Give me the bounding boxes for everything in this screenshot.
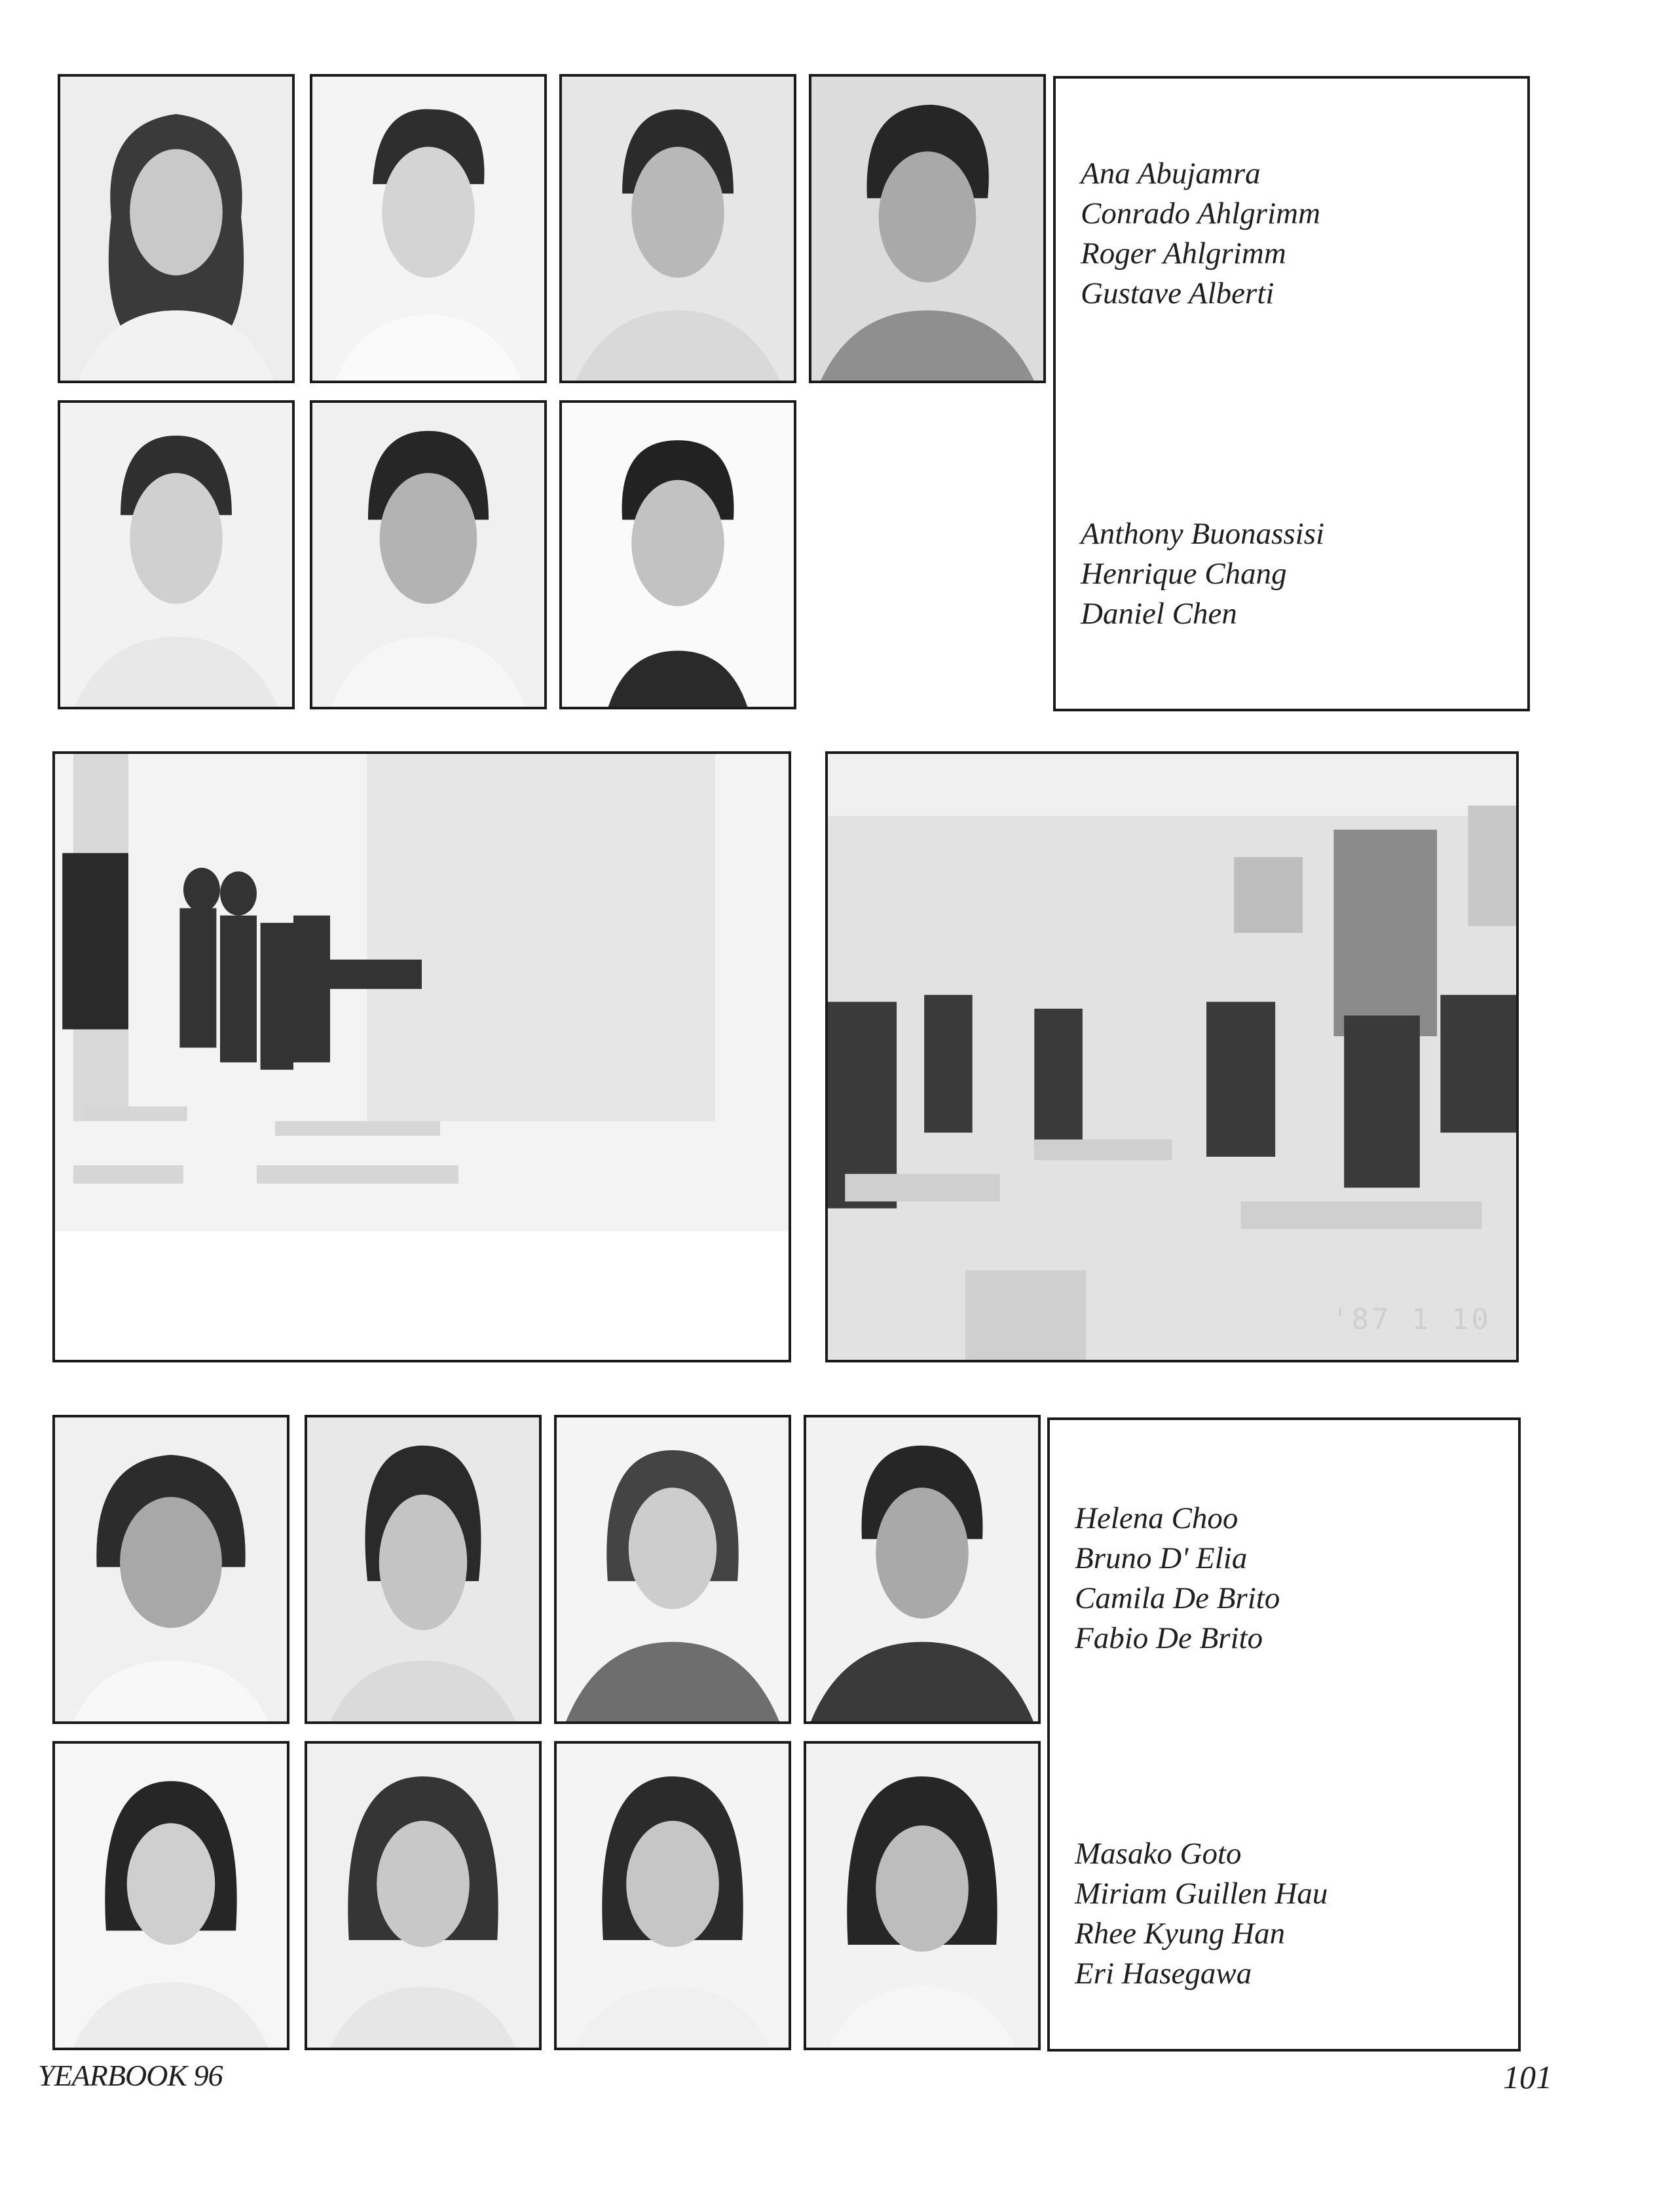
student-name: Conrado Ahlgrimm (1081, 197, 1321, 231)
student-name: Eri Hasegawa (1075, 1957, 1252, 1991)
student-name: Anthony Buonassisi (1081, 517, 1325, 551)
student-name: Daniel Chen (1081, 597, 1237, 631)
portrait-photo (559, 400, 796, 709)
portrait-photo (310, 74, 547, 383)
portrait-photo (58, 400, 295, 709)
student-name: Helena Choo (1075, 1501, 1238, 1535)
portrait-photo (305, 1415, 542, 1724)
portrait-photo (305, 1741, 542, 2050)
names-list-1 (1075, 1499, 1280, 1659)
portrait-photo (52, 1741, 289, 2050)
portrait-photo (809, 74, 1046, 383)
portrait-photo (58, 74, 295, 383)
photo-date-stamp: '87 1 10 (1331, 1303, 1491, 1336)
names-box-bottom (1047, 1417, 1521, 2052)
names-list-2 (1075, 1834, 1328, 1994)
classroom-students-photo (825, 751, 1519, 1362)
portrait-photo (554, 1415, 791, 1724)
student-name: Ana Abujamra (1081, 157, 1261, 191)
portrait-photo (52, 1415, 289, 1724)
student-name: Bruno D' Elia (1075, 1541, 1248, 1575)
names-list-2 (1081, 514, 1324, 634)
portrait-photo (804, 1741, 1041, 2050)
student-name: Gustave Alberti (1081, 276, 1274, 310)
publication-title: YEARBOOK 96 (38, 2059, 223, 2092)
student-name: Roger Ahlgrimm (1081, 236, 1286, 271)
student-name: Rhee Kyung Han (1075, 1917, 1286, 1951)
page-number: 101 (1503, 2059, 1552, 2095)
student-name: Henrique Chang (1081, 557, 1287, 591)
names-box-top (1053, 76, 1530, 711)
portrait-photo (559, 74, 796, 383)
student-name: Masako Goto (1075, 1837, 1242, 1871)
classroom-group-photo (52, 751, 791, 1362)
portrait-photo (554, 1741, 791, 2050)
names-list-1 (1081, 154, 1320, 314)
portrait-photo (804, 1415, 1041, 1724)
student-name: Fabio De Brito (1075, 1621, 1263, 1655)
student-name: Miriam Guillen Hau (1075, 1877, 1328, 1911)
portrait-photo (310, 400, 547, 709)
student-name: Camila De Brito (1075, 1581, 1280, 1615)
